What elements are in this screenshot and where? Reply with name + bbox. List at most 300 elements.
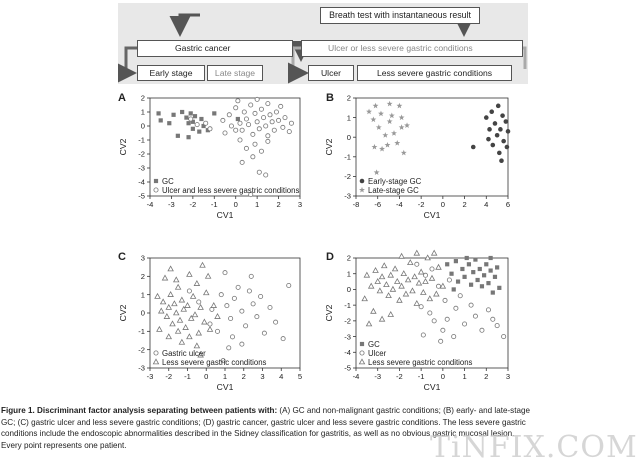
x-tick-label: 0 [440,372,445,381]
data-point [408,260,413,265]
data-point [204,121,208,125]
data-point [462,275,466,279]
data-point [501,139,506,144]
legend-marker [360,351,364,355]
x-tick-label: 0 [440,200,445,209]
data-point [274,110,278,114]
y-tick-label: -1 [344,152,351,162]
x-tick-label: -4 [352,372,360,381]
data-point [281,337,285,341]
data-point [498,127,503,132]
y-tick-label: 2 [140,93,145,103]
data-point [486,308,490,312]
legend-label: Ulcer [368,348,387,358]
y-tick-label: -5 [138,191,145,201]
data-point [259,107,263,111]
data-point [262,331,266,335]
legend-label: GC [162,176,174,186]
data-point [194,281,199,286]
data-point [371,309,376,314]
data-point [506,129,511,134]
data-point [366,321,371,326]
data-point [505,145,510,150]
data-point [369,283,374,288]
data-point [212,111,216,115]
data-point [266,102,270,106]
x-tick-label: 0 [233,200,238,209]
data-point [189,111,193,115]
y-tick-label: -4 [344,347,351,357]
data-point [406,277,411,282]
data-point [229,316,233,320]
y-tick-label: -3 [138,163,145,173]
data-point [170,321,175,326]
data-point [421,333,425,337]
data-point [266,134,270,138]
y-tick-label: -3 [344,332,351,342]
x-tick-label: -2 [417,200,425,209]
data-point [428,311,432,315]
data-point [257,170,261,174]
data-point [482,273,486,277]
data-point [283,116,287,120]
data-point [440,283,445,288]
ulcer-conditions-box: Ulcer or less severe gastric conditions [301,40,523,57]
data-point [493,121,498,126]
y-tick-label: 2 [140,272,145,282]
x-axis-label: CV1 [216,382,234,392]
data-point [484,262,488,266]
data-point [385,142,391,148]
data-point [401,271,406,276]
data-point [221,118,225,122]
x-tick-label: 5 [297,372,303,381]
data-point [264,173,268,177]
legend-label: Less severe gastric conditions [368,357,473,367]
data-point [429,276,434,281]
data-point [192,312,197,317]
data-point [244,117,248,121]
data-point [377,288,382,293]
x-tick-label: -4 [396,200,403,209]
data-point [441,328,445,332]
x-tick-label: 1 [462,372,467,381]
y-tick-label: -4 [138,177,145,187]
data-point [401,150,407,156]
data-point [502,334,506,338]
caption-line-2: GC; (C) gastric ulcer and less severe gastric conditions; (D) gastric cancer, gastric ulcer and less severe gastric conditions. The less severe gastric [1,417,526,427]
y-tick-label: -1 [138,135,145,145]
y-tick-label: 3 [140,253,145,263]
data-point [287,283,291,287]
data-point [421,290,426,295]
data-point [238,121,242,125]
data-point [447,278,451,282]
data-point [376,124,382,130]
panel-letter-d: D [326,251,334,263]
data-point [473,314,477,318]
legend-marker [154,188,158,192]
data-point [259,149,263,153]
data-point [159,308,164,313]
data-point [211,303,216,308]
data-point [183,325,188,330]
y-tick-label: 1 [140,107,145,117]
x-tick-label: 2 [241,372,246,381]
caption-figure-label: Figure 1. Discriminant factor analysis separating between patients with: [1,406,278,415]
x-tick-label: 2 [462,200,467,209]
data-point [164,314,169,319]
data-point [379,316,384,321]
data-point [251,155,255,159]
y-tick-label: 2 [346,93,351,103]
y-axis-label: CV2 [324,304,334,322]
data-point [427,296,432,301]
data-point [458,294,462,298]
data-point [281,125,285,129]
data-point [249,274,253,278]
data-point [500,113,505,118]
x-tick-label: 1 [255,200,260,209]
data-point [373,268,378,273]
legend-label: GC [368,339,380,349]
y-tick-label: 0 [140,308,145,318]
y-tick-label: 1 [346,269,351,279]
x-tick-label: 1 [222,372,228,381]
data-point [379,146,385,152]
data-point [364,272,369,277]
data-point [493,275,497,279]
y-tick-label: -2 [138,345,145,355]
watermark-logo: TiNFIX.COM [430,430,638,465]
data-point [362,296,367,301]
data-point [476,278,480,282]
data-point [253,142,257,146]
x-tick-label: -2 [396,372,403,381]
data-point [404,122,410,128]
data-point [168,266,173,271]
data-point [184,116,188,120]
legend-label: Early-stage GC [368,176,422,186]
data-point [274,320,278,324]
data-point [436,284,440,288]
data-point [186,135,190,139]
data-point [471,145,476,150]
data-point [166,334,171,339]
y-tick-label: 0 [140,121,145,131]
data-point [166,305,171,310]
data-point [387,118,393,124]
data-point [497,286,501,290]
y-axis-label: CV2 [324,138,334,156]
data-point [462,322,466,326]
x-tick-label: -6 [374,200,382,209]
data-point [392,266,397,271]
data-point [276,118,280,122]
data-point [452,334,456,338]
breath-test-box: Breath test with instantaneous result [320,7,480,24]
data-point [486,281,490,285]
data-point [388,312,393,317]
data-point [179,340,184,345]
ulcer-box: Ulcer [308,65,354,81]
data-point [251,302,255,306]
data-point [161,299,166,304]
data-point [495,323,499,327]
x-tick-label: 3 [297,200,303,209]
data-point [378,111,384,117]
data-point [229,124,233,128]
data-point [384,282,389,287]
data-point [194,343,199,348]
data-point [240,128,244,132]
y-tick-label: -5 [344,363,351,373]
data-point [156,111,160,115]
data-point [236,285,240,289]
data-point [465,256,469,260]
data-point [240,160,244,164]
y-tick-label: 1 [346,113,351,123]
data-point [388,272,393,277]
data-point [497,151,502,156]
data-point [370,116,376,122]
x-tick-label: 0 [204,372,209,381]
data-point [240,342,244,346]
data-point [397,298,402,303]
data-point [234,128,238,132]
data-point [257,127,261,131]
x-tick-label: -4 [146,200,154,209]
data-point [445,317,449,321]
data-point [432,250,437,255]
data-point [504,119,509,124]
data-point [449,272,453,276]
x-tick-label: 2 [276,200,281,209]
x-tick-label: 4 [484,200,489,209]
data-point [177,318,182,323]
x-axis-label: CV1 [216,210,234,220]
data-point [240,309,244,313]
data-point [155,294,160,299]
data-point [159,118,163,122]
data-point [193,114,197,118]
data-point [206,274,211,279]
data-point [454,306,458,310]
data-point [489,109,494,114]
data-point [255,97,259,101]
data-point [410,288,415,293]
data-point [399,115,405,121]
x-tick-label: -2 [165,372,173,381]
x-tick-label: 3 [505,372,511,381]
data-point [215,314,220,319]
data-point [372,144,378,150]
y-tick-label: -2 [138,149,145,159]
data-point [495,133,500,138]
data-point [261,116,265,120]
x-tick-label: 6 [505,200,511,209]
data-point [200,263,205,268]
legend-marker [359,187,365,193]
caption-line-1-text: (A) GC and non-malignant gastric conditions; (B) early- and late-stage [277,406,530,415]
data-point [266,139,270,143]
legend-label: Late-stage GC [368,185,419,195]
data-point [270,120,274,124]
data-point [430,267,434,271]
x-tick-label: -1 [417,372,425,381]
legend-label: Less severe gastric conditions [162,357,267,367]
data-point [396,103,402,109]
y-axis-label: CV2 [118,304,128,322]
data-point [436,265,441,270]
data-point [238,138,242,142]
data-point [439,339,443,343]
data-point [176,285,181,290]
data-point [416,280,421,285]
data-point [208,127,212,131]
legend-marker [154,351,158,355]
x-axis-label: CV1 [423,382,441,392]
data-point [223,271,227,275]
data-point [415,262,419,266]
data-point [234,106,238,110]
legend-marker [154,179,158,183]
data-point [187,272,192,277]
data-point [244,324,248,328]
caption-line-4: Every point represents one patient. [1,440,127,450]
data-point [167,121,171,125]
x-tick-label: -3 [168,200,175,209]
data-point [484,115,489,120]
data-point [489,268,493,272]
data-point [157,327,162,332]
panel-letter-a: A [118,92,126,104]
x-tick-label: -3 [374,372,382,381]
data-point [247,289,251,293]
data-point [259,294,263,298]
data-point [471,270,475,274]
data-point [204,290,209,295]
x-axis-label: CV1 [423,210,441,220]
data-point [423,279,428,284]
data-point [227,346,231,350]
data-point [399,124,405,130]
panel-letter-c: C [118,251,126,263]
data-point [443,298,447,302]
data-point [495,265,499,269]
x-tick-label: -2 [189,200,197,209]
data-point [268,113,272,117]
data-point [473,257,477,261]
data-point [379,274,384,279]
data-point [366,109,372,115]
data-point [268,305,272,309]
y-tick-label: -3 [138,363,145,373]
data-point [236,99,240,103]
data-point [456,279,460,283]
data-point [187,289,191,293]
x-tick-label: -3 [146,372,154,381]
y-tick-label: -2 [344,172,351,182]
gastric-cancer-box: Gastric cancer [137,40,293,57]
data-point [389,113,395,119]
data-point [491,317,495,321]
data-point [174,310,179,315]
data-point [434,291,439,296]
y-tick-label: -1 [344,300,351,310]
data-point [491,290,495,294]
data-point [162,275,167,280]
data-point [394,140,400,146]
data-point [382,263,387,268]
data-point [176,329,181,334]
data-point [382,132,388,138]
data-point [198,305,203,310]
panel-b-chart [324,94,510,220]
data-point [180,110,184,114]
data-point [253,111,257,115]
data-point [215,329,219,333]
legend-marker [359,359,364,364]
data-point [460,267,464,271]
data-point [390,287,395,292]
data-point [425,255,430,260]
y-tick-label: -3 [344,191,351,201]
data-point [499,158,504,163]
data-point [289,121,293,125]
y-tick-label: 0 [346,132,351,142]
y-tick-label: -2 [344,316,351,326]
legend-label: Gastric ulcer [162,348,206,358]
data-point [419,269,424,274]
data-point [172,301,177,306]
data-point [432,319,436,323]
data-point [480,328,484,332]
data-point [251,132,255,136]
data-point [244,146,248,150]
data-point [403,291,408,296]
legend-label: Ulcer and less severe gastric conditions [162,185,300,195]
data-point [469,303,473,307]
data-point [287,130,291,134]
legend-marker [360,342,364,346]
legend-marker [153,359,158,364]
data-point [186,121,190,125]
data-point [191,294,196,299]
data-point [452,287,456,291]
data-point [375,279,380,284]
y-axis-label: CV2 [118,138,128,156]
data-point [387,101,393,107]
data-point [219,293,223,297]
data-point [412,274,417,279]
caption-line-1 [1,405,637,417]
data-point [454,259,458,263]
data-point [399,283,404,288]
data-point [496,104,501,109]
x-tick-label: 3 [260,372,265,381]
data-point [491,143,496,148]
data-point [272,128,276,132]
data-point [189,117,193,121]
x-tick-label: 4 [279,372,284,381]
data-point [414,250,419,255]
data-point [176,134,180,138]
late-stage-box: Late stage [207,65,263,81]
less-severe-box: Less severe gastric conditions [357,65,512,81]
data-point [489,256,493,260]
x-tick-label: 2 [484,372,489,381]
